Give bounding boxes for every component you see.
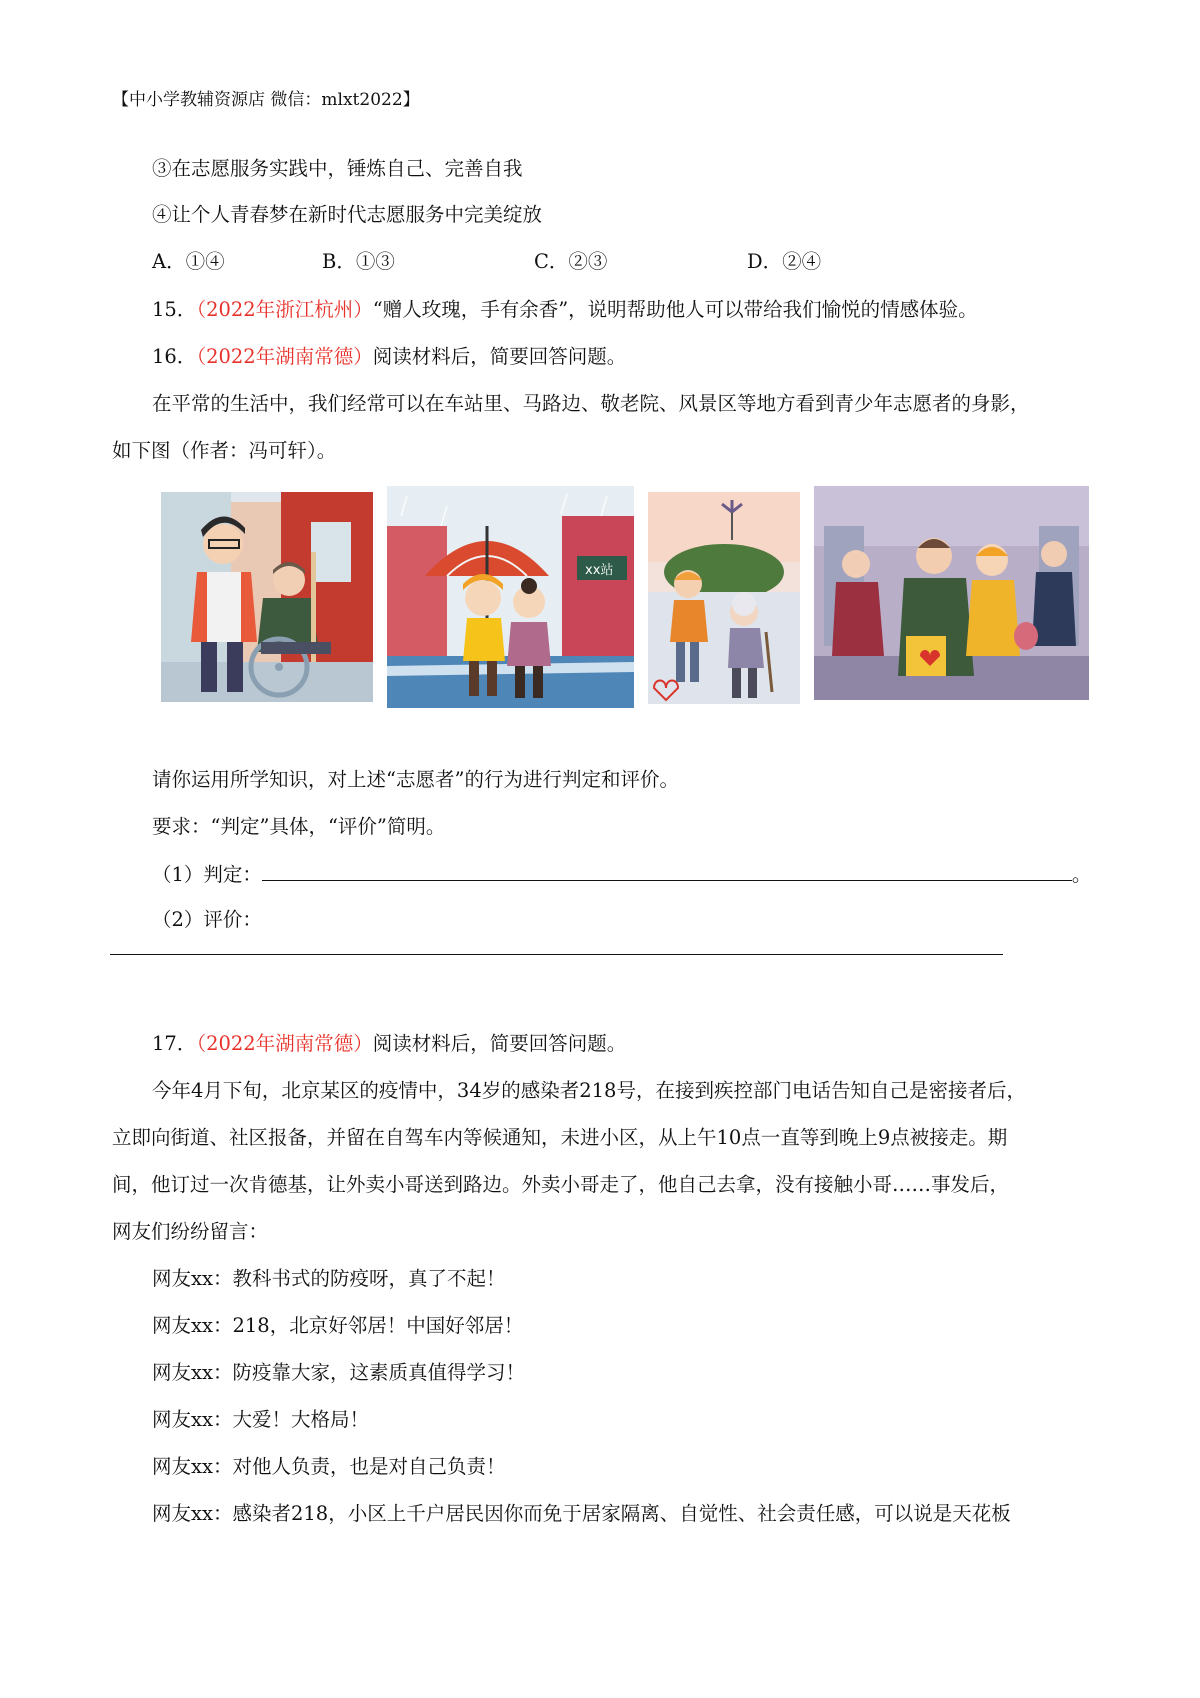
netizen-comment: 网友xx：对他人负责，也是对自己负责！ xyxy=(152,1455,506,1478)
q16-part1 xyxy=(152,860,1091,889)
q16-stem: 阅读材料后，简要回答问题。 xyxy=(372,345,627,368)
q17-paragraph-line-3: 间，他订过一次肯德基，让外卖小哥送到路边。外卖小哥走了，他自己去拿，没有接触小哥……事发后， xyxy=(112,1173,1010,1196)
q16-prompt: 请你运用所学知识，对上述“志愿者”的行为进行判定和评价。 xyxy=(152,768,679,791)
q16-source: （2022年湖南常德） xyxy=(196,345,373,368)
q17-question xyxy=(152,1030,626,1058)
q15-question xyxy=(152,296,978,324)
q16-part2-label: （2）评价： xyxy=(152,908,262,931)
q17-paragraph-line-2: 立即向街道、社区报备，并留在自驾车内等候通知，未进小区，从上午10点一直等到晚上9点被接走。期 xyxy=(112,1126,1008,1149)
netizen-comment: 网友xx：防疫靠大家，这素质真值得学习！ xyxy=(152,1361,525,1384)
q17-paragraph-line-4: 网友们纷纷留言： xyxy=(112,1220,269,1243)
q17-stem: 阅读材料后，简要回答问题。 xyxy=(372,1032,627,1055)
q15-text: “赠人玫瑰，手有余香”，说明帮助他人可以带给我们愉悦的情感体验。 xyxy=(372,298,978,321)
choice-d: D．②④ xyxy=(747,250,822,273)
answer-blank-2[interactable] xyxy=(110,954,1003,955)
illustration-elder-walk xyxy=(648,492,800,704)
netizen-comment: 网友xx：教科书式的防疫呀，真了不起！ xyxy=(152,1267,506,1290)
choice-c: C．②③ xyxy=(534,250,608,273)
illustration-wheelchair-helper xyxy=(161,492,373,702)
q16-material-line-2: 如下图（作者：冯可轩）。 xyxy=(112,439,337,462)
q15-source: （2022年浙江杭州） xyxy=(196,298,373,321)
q17-number: 17． xyxy=(152,1032,197,1055)
volunteer-illustrations xyxy=(0,486,1200,726)
choice-b: B．①③ xyxy=(322,250,395,273)
part1-label: （1）判定： xyxy=(152,863,262,886)
q14-choices xyxy=(152,248,821,276)
netizen-comment: 网友xx：感染者218，小区上千户居民因你而免于居家隔离、自觉性、社会责任感，可以说是天花板 xyxy=(152,1502,1011,1525)
netizen-comment: 网友xx：218，北京好邻居！中国好邻居！ xyxy=(152,1314,524,1337)
q14-option-item-3: ③在志愿服务实践中，锤炼自己、完善自我 xyxy=(152,157,523,180)
illustration-umbrella-rain xyxy=(387,486,634,708)
illustration-station-crowd xyxy=(814,486,1089,700)
station-sign-text: xx站 xyxy=(585,563,614,578)
q17-paragraph-line-1: 今年4月下旬，北京某区的疫情中，34岁的感染者218号，在接到疾控部门电话告知自己是密接者后， xyxy=(152,1079,1026,1102)
q15-number: 15． xyxy=(152,298,197,321)
netizen-comment: 网友xx：大爱！大格局！ xyxy=(152,1408,369,1431)
choice-a: A．①④ xyxy=(152,250,225,273)
q17-source: （2022年湖南常德） xyxy=(196,1032,373,1055)
q16-number: 16． xyxy=(152,345,197,368)
q14-option-item-4: ④让个人青春梦在新时代志愿服务中完美绽放 xyxy=(152,203,543,226)
part1-end: 。 xyxy=(1071,863,1092,886)
q16-requirement: 要求：“判定”具体，“评价”简明。 xyxy=(152,815,446,838)
page-header: 【中小学教辅资源店 微信：mlxt2022】 xyxy=(112,90,420,110)
q16-material-line-1: 在平常的生活中，我们经常可以在车站里、马路边、敬老院、风景区等地方看到青少年志愿者的身影， xyxy=(152,392,1030,415)
q16-question xyxy=(152,343,626,371)
answer-blank-1[interactable] xyxy=(262,860,1072,881)
